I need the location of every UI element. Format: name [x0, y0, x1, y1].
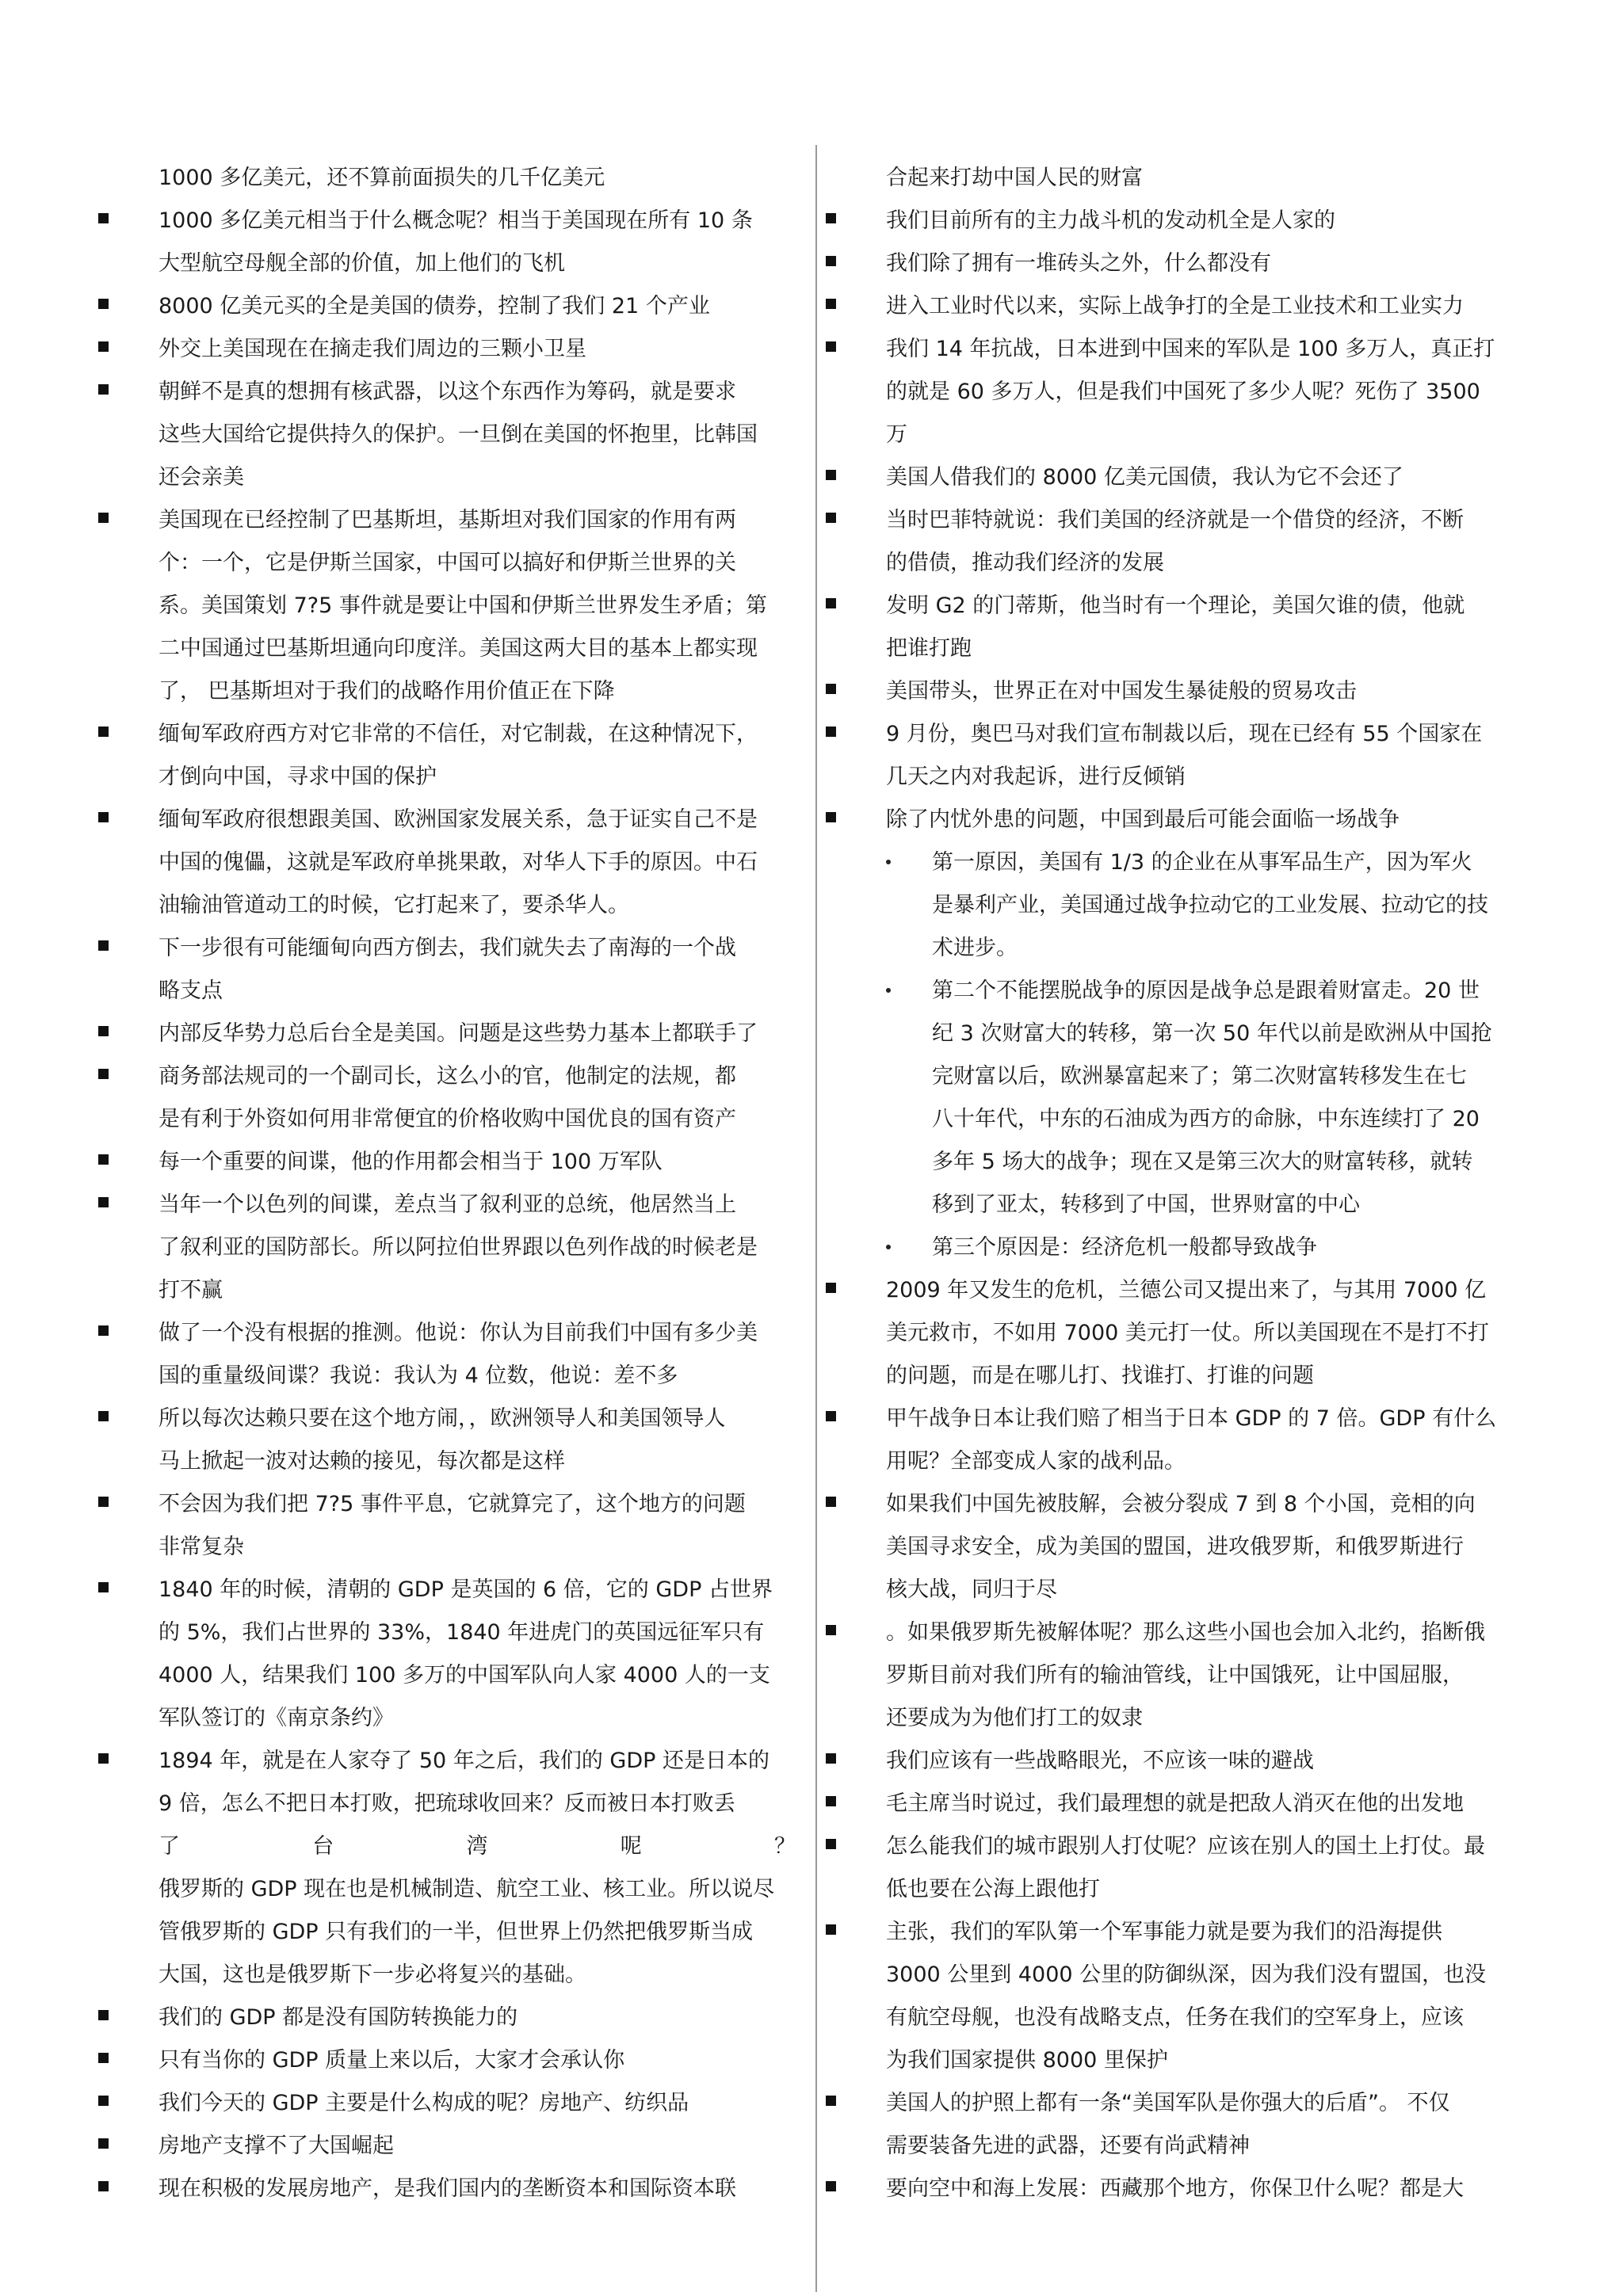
square-bullet-icon	[826, 598, 836, 608]
text-line: 中国的傀儡，这就是军政府单挑果敢，对华人下手的原因。中石	[158, 850, 758, 875]
text-line: 缅甸军政府西方对它非常的不信任，对它制裁，在这种情况下，	[158, 722, 758, 746]
list-item	[94, 1740, 807, 1997]
list-item	[821, 585, 1544, 670]
text-line: 如果我们中国先被肢解，会被分裂成 7 到 8 个小国，竞相的向	[886, 1492, 1476, 1516]
square-bullet-icon	[98, 1026, 109, 1036]
text-line: 1840 年的时候，清朝的 GDP 是英国的 6 倍，它的 GDP 占世界	[158, 1577, 773, 1602]
text-line: 外交上美国现在在摘走我们周边的三颗小卫星	[158, 337, 586, 361]
text-line: 这些大国给它提供持久的保护。一旦倒在美国的怀抱里，比韩国	[158, 422, 758, 447]
continued-text	[821, 157, 1544, 200]
list-item	[94, 2125, 807, 2168]
text-line: 美国寻求安全，成为美国的盟国，进攻俄罗斯，和俄罗斯进行	[886, 1535, 1464, 1559]
text-line: 9 倍，怎么不把日本打败，把琉球收回来？反而被日本打败丢	[158, 1791, 735, 1816]
text-line: 所以每次达赖只要在这个地方闹，，欧洲领导人和美国领导人	[158, 1406, 726, 1431]
sub-list-item	[821, 841, 1544, 970]
square-bullet-icon	[98, 1497, 109, 1507]
text-fragment: 了	[158, 1834, 180, 1859]
text-line: 4000 人，结果我们 100 多万的中国军队向人家 4000 人的一支	[158, 1663, 770, 1688]
text-line: 美元救市，不如用 7000 美元打一仗。所以美国现在不是打不打	[886, 1321, 1489, 1345]
text-line: 美国现在已经控制了巴基斯坦，基斯坦对我们国家的作用有两	[158, 508, 736, 532]
text-fragment: ？	[774, 1834, 796, 1859]
right-column	[821, 157, 1544, 2210]
list-item	[94, 1013, 807, 1055]
list-item	[94, 200, 807, 285]
text-line: 才倒向中国，寻求中国的保护	[158, 765, 437, 789]
list-item	[821, 1483, 1544, 1611]
column-divider	[815, 145, 817, 2292]
list-item	[94, 1312, 807, 1398]
text-line: 发明 G2 的门蒂斯，他当时有一个理论，美国欠谁的债，他就	[886, 593, 1465, 618]
list-item	[94, 1569, 807, 1740]
text-fragment: 台	[312, 1834, 334, 1859]
text-line: 是有利于外资如何用非常便宜的价格收购中国优良的国有资产	[158, 1107, 736, 1131]
text-line: 9 月份，奥巴马对我们宣布制裁以后，现在已经有 55 个国家在	[886, 722, 1483, 746]
text-line: 只有当你的 GDP 质量上来以后，大家才会承认你	[158, 2048, 625, 2073]
text-line: 我们除了拥有一堆砖头之外，什么都没有	[886, 251, 1271, 276]
square-bullet-icon	[98, 513, 109, 523]
list-item	[821, 713, 1544, 799]
text-line: 当时巴菲特就说：我们美国的经济就是一个借贷的经济，不断	[886, 508, 1464, 532]
square-bullet-icon	[98, 2096, 109, 2106]
text-line: 第三个原因是：经济危机一般都导致战争	[932, 1235, 1317, 1260]
text-line: 第二个不能摆脱战争的原因是战争总是跟着财富走。20 世	[932, 978, 1480, 1003]
text-line: 移到了亚太，转移到了中国，世界财富的中心	[932, 1192, 1360, 1217]
text-line: 管俄罗斯的 GDP 只有我们的一半，但世界上仍然把俄罗斯当成	[158, 1920, 754, 1944]
text-line: 的 5%，我们占世界的 33%，1840 年进虎门的英国远征军只有	[158, 1620, 765, 1645]
text-line: 把谁打跑	[886, 636, 972, 661]
square-bullet-icon	[98, 1325, 109, 1336]
sub-list-item	[821, 1226, 1544, 1269]
square-bullet-icon	[826, 2096, 836, 2106]
square-bullet-icon	[98, 1069, 109, 1079]
list-item	[821, 1783, 1544, 1825]
text-line: 国的重量级间谍？我说：我认为 4 位数，他说：差不多	[158, 1363, 678, 1388]
text-line: 是暴利产业，美国通过战争拉动它的工业发展、拉动它的技	[932, 893, 1488, 917]
text-line: 我们今天的 GDP 主要是什么构成的呢？房地产、纺织品	[158, 2091, 689, 2115]
text-line: 还要成为为他们打工的奴隶	[886, 1706, 1143, 1730]
text-line: 打不赢	[158, 1278, 223, 1302]
square-bullet-icon	[98, 1411, 109, 1421]
text-line: 罗斯目前对我们所有的输油管线，让中国饿死，让中国屈服，	[886, 1663, 1464, 1688]
square-bullet-icon	[98, 2138, 109, 2149]
text-line: 几天之内对我起诉，进行反倾销	[886, 765, 1186, 789]
text-line: 万	[886, 422, 907, 447]
text-line: 1000 多亿美元相当于什么概念呢？相当于美国现在所有 10 条	[158, 208, 753, 233]
text-line: 用呢？全部变成人家的战利品。	[886, 1449, 1186, 1474]
text-line: 每一个重要的间谍，他的作用都会相当于 100 万军队	[158, 1150, 663, 1174]
list-item	[821, 285, 1544, 328]
list-item	[94, 1184, 807, 1312]
text-fragment: 湾	[466, 1834, 488, 1859]
text-line: 8000 亿美元买的全是美国的债券，控制了我们 21 个产业	[158, 294, 710, 318]
square-bullet-icon	[826, 1625, 836, 1635]
text-line: 第一原因，美国有 1/3 的企业在从事军品生产，因为军火	[932, 850, 1472, 875]
text-line: 1000 多亿美元，还不算前面损失的几千亿美元	[158, 166, 605, 190]
list-item	[821, 200, 1544, 242]
text-line: 马上掀起一波对达赖的接见，每次都是这样	[158, 1449, 565, 1474]
square-bullet-icon	[826, 1924, 836, 1935]
list-item	[94, 799, 807, 927]
text-line: 有航空母舰，也没有战略支点，任务在我们的空军身上，应该	[886, 2005, 1464, 2030]
text-line: 合起来打劫中国人民的财富	[886, 166, 1143, 190]
text-line: 的问题，而是在哪儿打、找谁打、打谁的问题	[886, 1363, 1314, 1388]
text-line: 当年一个以色列的间谍，差点当了叙利亚的总统，他居然当上	[158, 1192, 736, 1217]
text-line: 核大战，同归于尽	[886, 1577, 1057, 1602]
square-bullet-icon	[98, 341, 109, 352]
square-bullet-icon	[826, 299, 836, 309]
text-line: 下一步很有可能缅甸向西方倒去，我们就失去了南海的一个战	[158, 936, 736, 960]
list-item	[94, 1997, 807, 2039]
text-line: 完财富以后，欧洲暴富起来了；第二次财富转移发生在七	[932, 1064, 1467, 1089]
square-bullet-icon	[98, 2181, 109, 2191]
text-line: 我们应该有一些战略眼光，不应该一味的避战	[886, 1749, 1314, 1773]
text-line: 大型航空母舰全部的价值，加上他们的飞机	[158, 251, 565, 276]
square-bullet-icon	[98, 384, 109, 395]
text-line: 3000 公里到 4000 公里的防御纵深，因为我们没有盟国，也没	[886, 1962, 1487, 1987]
text-line: 朝鲜不是真的想拥有核武器，以这个东西作为筹码，就是要求	[158, 379, 736, 404]
text-line: 我们目前所有的主力战斗机的发动机全是人家的	[886, 208, 1335, 233]
text-line: 还会亲美	[158, 465, 244, 490]
text-line	[158, 1825, 807, 1868]
list-item	[94, 1055, 807, 1141]
list-item	[821, 499, 1544, 585]
list-item	[821, 328, 1544, 456]
text-line: 大国，这也是俄罗斯下一步必将复兴的基础。	[158, 1962, 586, 1987]
text-line: 内部反华势力总后台全是美国。问题是这些势力基本上都联手了	[158, 1021, 758, 1046]
list-item	[821, 2168, 1544, 2210]
text-line: 纪 3 次财富大的转移，第一次 50 年代以前是欧洲从中国抢	[932, 1021, 1492, 1046]
square-bullet-icon	[826, 1839, 836, 1849]
dot-bullet-icon	[886, 1245, 891, 1249]
square-bullet-icon	[98, 2053, 109, 2063]
list-item	[821, 2082, 1544, 2168]
text-line: 甲午战争日本让我们赔了相当于日本 GDP 的 7 倍。GDP 有什么	[886, 1406, 1497, 1431]
square-bullet-icon	[826, 341, 836, 352]
text-line: 2009 年又发生的危机，兰德公司又提出来了，与其用 7000 亿	[886, 1278, 1487, 1302]
square-bullet-icon	[826, 727, 836, 737]
square-bullet-icon	[826, 2181, 836, 2191]
text-line: 我们 14 年抗战，日本进到中国来的军队是 100 多万人，真正打	[886, 337, 1495, 361]
list-item	[821, 1911, 1544, 2082]
text-line: 二中国通过巴基斯坦通向印度洋。美国这两大目的基本上都实现	[158, 636, 758, 661]
text-line: 我们的 GDP 都是没有国防转换能力的	[158, 2005, 518, 2030]
text-line: 俄罗斯的 GDP 现在也是机械制造、航空工业、核工业。所以说尽	[158, 1877, 775, 1901]
square-bullet-icon	[98, 1197, 109, 1207]
square-bullet-icon	[98, 1582, 109, 1592]
square-bullet-icon	[98, 940, 109, 951]
list-item	[94, 328, 807, 371]
text-line: 个：一个，它是伊斯兰国家，中国可以搞好和伊斯兰世界的关	[158, 551, 736, 575]
list-item	[94, 285, 807, 328]
text-line: 术进步。	[932, 936, 1018, 960]
square-bullet-icon	[826, 684, 836, 694]
text-line: 了叙利亚的国防部长。所以阿拉伯世界跟以色列作战的时候老是	[158, 1235, 758, 1260]
square-bullet-icon	[98, 812, 109, 822]
square-bullet-icon	[826, 812, 836, 822]
square-bullet-icon	[826, 256, 836, 266]
list-item	[821, 670, 1544, 713]
text-line: 了， 巴基斯坦对于我们的战略作用价值正在下降	[158, 679, 615, 704]
text-line: 要向空中和海上发展：西藏那个地方，你保卫什么呢？都是大	[886, 2176, 1464, 2201]
square-bullet-icon	[826, 1796, 836, 1806]
list-item	[94, 2039, 807, 2082]
text-line: 为我们国家提供 8000 里保护	[886, 2048, 1168, 2073]
text-line: 美国人的护照上都有一条“美国军队是你强大的后盾”。 不仅	[886, 2091, 1450, 2115]
continued-text	[94, 157, 807, 200]
text-line: 的借债，推动我们经济的发展	[886, 551, 1164, 575]
list-item	[94, 927, 807, 1013]
square-bullet-icon	[98, 2010, 109, 2020]
list-item	[821, 1825, 1544, 1911]
list-item	[94, 713, 807, 799]
text-line: 缅甸军政府很想跟美国、欧洲国家发展关系，急于证实自己不是	[158, 807, 758, 832]
text-line: 非常复杂	[158, 1535, 244, 1559]
square-bullet-icon	[826, 1753, 836, 1764]
text-line: 多年 5 场大的战争；现在又是第三次大的财富转移，就转	[932, 1150, 1473, 1174]
text-line: 的就是 60 多万人，但是我们中国死了多少人呢？死伤了 3500	[886, 379, 1480, 404]
text-line: 房地产支撑不了大国崛起	[158, 2134, 394, 2158]
square-bullet-icon	[98, 1154, 109, 1165]
text-line: 八十年代，中东的石油成为西方的命脉，中东连续打了 20	[932, 1107, 1480, 1131]
list-item	[94, 1398, 807, 1483]
square-bullet-icon	[98, 213, 109, 223]
list-item	[821, 1269, 1544, 1398]
text-line: 低也要在公海上跟他打	[886, 1877, 1100, 1901]
list-item	[94, 1483, 807, 1569]
text-line: 进入工业时代以来，实际上战争打的全是工业技术和工业实力	[886, 294, 1464, 318]
list-item	[94, 2082, 807, 2125]
list-item	[821, 242, 1544, 285]
list-item	[94, 499, 807, 713]
square-bullet-icon	[826, 1411, 836, 1421]
text-line: 系。美国策划 7?5 事件就是要让中国和伊斯兰世界发生矛盾；第	[158, 593, 767, 618]
list-item	[821, 1740, 1544, 1783]
text-line: 1894 年，就是在人家夺了 50 年之后，我们的 GDP 还是日本的	[158, 1749, 769, 1773]
list-item	[821, 1611, 1544, 1740]
text-line: 不会因为我们把 7?5 事件平息，它就算完了，这个地方的问题	[158, 1492, 746, 1516]
square-bullet-icon	[826, 213, 836, 223]
text-line: 商务部法规司的一个副司长，这么小的官，他制定的法规，都	[158, 1064, 736, 1089]
text-line: 略支点	[158, 978, 223, 1003]
text-line: 美国人借我们的 8000 亿美元国债，我认为它不会还了	[886, 465, 1403, 490]
dot-bullet-icon	[886, 860, 891, 864]
dot-bullet-icon	[886, 988, 891, 993]
list-item	[821, 799, 1544, 841]
square-bullet-icon	[826, 513, 836, 523]
list-item	[94, 2168, 807, 2210]
text-line: 怎么能我们的城市跟别人打仗呢？应该在别人的国土上打仗。最	[886, 1834, 1485, 1859]
square-bullet-icon	[826, 1283, 836, 1293]
square-bullet-icon	[98, 299, 109, 309]
list-item	[94, 1141, 807, 1184]
sub-list-item	[821, 970, 1544, 1226]
square-bullet-icon	[98, 727, 109, 737]
text-line: 油输油管道动工的时候，它打起来了，要杀华人。	[158, 893, 629, 917]
text-line: 军队签订的《南京条约》	[158, 1706, 394, 1730]
left-column	[94, 157, 807, 2210]
text-fragment: 呢	[620, 1834, 642, 1859]
square-bullet-icon	[98, 1753, 109, 1764]
list-item	[821, 1398, 1544, 1483]
text-line: 主张，我们的军队第一个军事能力就是要为我们的沿海提供	[886, 1920, 1442, 1944]
square-bullet-icon	[826, 470, 836, 480]
text-line: 现在积极的发展房地产，是我们国内的垄断资本和国际资本联	[158, 2176, 736, 2201]
text-line: 需要装备先进的武器，还要有尚武精神	[886, 2134, 1250, 2158]
text-line: 毛主席当时说过，我们最理想的就是把敌人消灭在他的出发地	[886, 1791, 1464, 1816]
text-line: 。如果俄罗斯先被解体呢？那么这些小国也会加入北约，掐断俄	[886, 1620, 1485, 1645]
text-line: 做了一个没有根据的推测。他说：你认为目前我们中国有多少美	[158, 1321, 758, 1345]
square-bullet-icon	[826, 1497, 836, 1507]
text-line: 除了内忧外患的问题，中国到最后可能会面临一场战争	[886, 807, 1400, 832]
list-item	[821, 456, 1544, 499]
list-item	[94, 371, 807, 499]
text-line: 美国带头，世界正在对中国发生暴徒般的贸易攻击	[886, 679, 1357, 704]
